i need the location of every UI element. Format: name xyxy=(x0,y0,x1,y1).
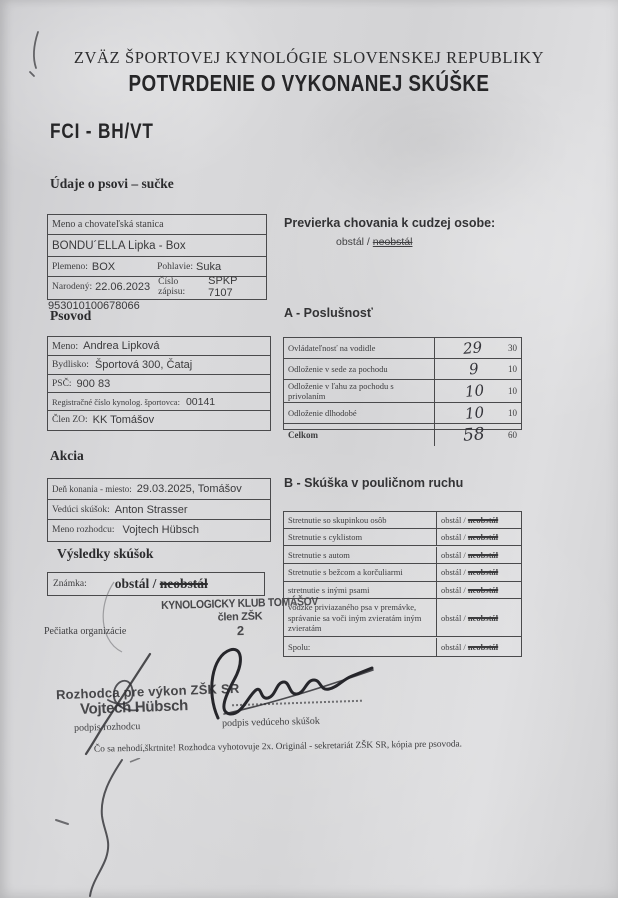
dog-name-label: Meno a chovateľská stanica xyxy=(52,219,164,230)
footer-note: Čo sa nehodí,škrtnite! Rozhodca vyhotovuje 2x. Originál - sekretariát ZŠK SR, kópia pre psovoda. xyxy=(93,739,462,755)
b-pass-label: obstál / xyxy=(441,641,466,652)
sex-value: Suka xyxy=(196,260,222,273)
behavior-fail-label: neobstál xyxy=(372,236,413,248)
handler-address-label: Bydlisko: xyxy=(52,360,89,370)
org-stamp-line2: člen ZŠK xyxy=(217,610,263,624)
breed-value: BOX xyxy=(91,260,116,273)
registry-label: Číslo zápisu: xyxy=(158,277,186,297)
b-pass-label: obstál / xyxy=(441,532,466,543)
section-a-table xyxy=(283,337,522,446)
b-row-label: Stretnutie s cyklistom xyxy=(288,532,363,543)
judge-signature-caption: podpis rozhodcu xyxy=(73,721,141,734)
b-pass-label: obstál / xyxy=(441,585,466,596)
a-total-label: Celkom xyxy=(288,430,318,440)
grade-pass-label: obstál / xyxy=(114,576,157,591)
event-judge-label: Meno rozhodcu: xyxy=(52,525,115,535)
handler-regnum-label: Registračné číslo kynolog. športovca: xyxy=(52,396,180,407)
section-a-heading: A - Poslušnosť xyxy=(284,306,373,320)
a-total-max: 60 xyxy=(508,430,517,440)
grade-fail-label: neobstál xyxy=(159,576,208,591)
org-stamp-line1: KYNOLOGICKY KLUB TOMÁŠOV xyxy=(160,595,319,613)
a-row-score-handwritten: 10 xyxy=(464,403,485,423)
born-value: 22.06.2023 xyxy=(95,281,151,293)
sex-label: Pohlavie: xyxy=(157,261,194,272)
handler-table xyxy=(47,336,271,431)
handler-section-heading: Psovod xyxy=(50,308,92,323)
a-row-label: Odloženie v sede za pochodu xyxy=(288,364,388,374)
a-total-score-handwritten: 58 xyxy=(462,424,486,446)
behavior-pass-label: obstál / xyxy=(336,236,370,248)
event-date-label: Deň konania - miesto: xyxy=(52,484,132,494)
b-row-label: Stretnutie s autom xyxy=(288,549,350,560)
handler-zip-label: PSČ: xyxy=(52,378,72,389)
a-row-score-handwritten: 10 xyxy=(464,381,485,401)
a-row-score-handwritten: 9 xyxy=(468,359,480,379)
a-row-label: Odloženie v ľahu za pochodu s privolaním xyxy=(288,381,394,401)
registry-value: SPKP 7107 xyxy=(208,275,238,299)
event-leader-label: Vedúci skúšok: xyxy=(52,504,110,515)
leader-signature-handwritten xyxy=(190,640,380,730)
chip-number: 953010100678066 xyxy=(48,300,140,312)
event-table xyxy=(47,478,271,542)
handler-club-label: Člen ZO: xyxy=(52,415,88,425)
b-fail-label: neobstál xyxy=(467,532,499,543)
b-fail-label: neobstál xyxy=(467,549,499,560)
judge-stamp-line2: Vojtech Hübsch xyxy=(79,697,189,718)
event-date-value: 29.03.2025, Tomášov xyxy=(136,483,242,495)
b-fail-label: neobstál xyxy=(467,515,499,525)
b-pass-label: obstál / xyxy=(441,515,466,525)
stamp-caption: Pečiatka organizácie xyxy=(44,626,127,637)
grade-box xyxy=(47,572,265,596)
handler-name-value: Andrea Lipková xyxy=(83,340,160,352)
breed-label: Plemeno: xyxy=(52,261,88,272)
behavior-check-heading: Previerka chovania k cudzej osobe: xyxy=(284,216,496,230)
a-row-max: 10 xyxy=(508,408,517,418)
b-row-label: vôdzke priviazaného psa v premávke, správanie sa voči iným zvieratám iným zvieratám xyxy=(288,601,422,634)
b-total-label: Spolu: xyxy=(288,641,311,652)
b-row-label: Stretnutie s bežcom a korčuliarmi xyxy=(288,567,403,578)
event-leader-value: Anton Strasser xyxy=(114,503,188,516)
judge-stamp-line1: Rozhodca pre výkon ZŠK SR xyxy=(55,680,240,703)
b-fail-label: neobstál xyxy=(467,585,499,596)
pen-mark-curve xyxy=(92,578,132,658)
b-row-label: Stretnutie so skupinkou osôb xyxy=(288,515,387,525)
b-fail-label: neobstál xyxy=(467,641,499,652)
handler-zip-value: 900 83 xyxy=(76,377,111,390)
a-row-label: Odloženie dlhodobé xyxy=(288,408,357,418)
grade-label: Známka: xyxy=(53,579,87,589)
event-section-heading: Akcia xyxy=(50,448,84,463)
document-title: POTVRDENIE O VYKONANEJ SKÚŠKE xyxy=(128,70,490,96)
b-pass-label: obstál / xyxy=(441,612,466,623)
a-row-score-handwritten: 29 xyxy=(462,338,483,358)
dog-name-value: BONDU´ELLA Lipka - Box xyxy=(52,239,186,252)
section-b-heading: B - Skúška v pouličnom ruchu xyxy=(284,476,464,490)
handler-address-value: Športová 300, Čataj xyxy=(94,359,193,371)
behavior-check-result xyxy=(336,236,412,248)
born-label: Narodený: xyxy=(52,282,93,292)
exam-type: FCI - BH/VT xyxy=(50,120,154,143)
handler-regnum-value: 00141 xyxy=(185,395,216,408)
results-heading: Výsledky skúšok xyxy=(57,546,154,561)
organization-name: ZVÄZ ŠPORTOVEJ KYNOLÓGIE SLOVENSKEJ REPUBLIKY xyxy=(73,48,545,67)
pen-mark-top-left xyxy=(24,28,54,78)
b-pass-label: obstál / xyxy=(441,549,466,560)
b-row-label: stretnutie s inými psami xyxy=(288,585,370,596)
pen-scribble-bottom-left xyxy=(40,758,160,898)
org-stamp-line3: 2 xyxy=(236,622,244,639)
b-fail-label: neobstál xyxy=(467,612,499,623)
section-b-table xyxy=(283,511,522,657)
dog-info-table xyxy=(47,214,267,300)
a-row-max: 10 xyxy=(508,386,517,396)
handler-name-label: Meno: xyxy=(52,340,79,352)
b-pass-label: obstál / xyxy=(441,567,466,578)
b-fail-label: neobstál xyxy=(467,567,499,578)
a-row-max: 10 xyxy=(508,364,517,374)
dog-section-heading: Údaje o psovi – sučke xyxy=(50,176,174,191)
event-judge-value: Vojtech Hübsch xyxy=(122,524,199,536)
a-row-max: 30 xyxy=(508,343,517,353)
a-row-label: Ovládateľnosť na vodidle xyxy=(288,343,376,353)
leader-signature-caption: podpis vedúceho skúšok xyxy=(221,715,320,730)
judge-signature-handwritten xyxy=(78,648,188,758)
handler-club-value: KK Tomášov xyxy=(92,414,155,426)
